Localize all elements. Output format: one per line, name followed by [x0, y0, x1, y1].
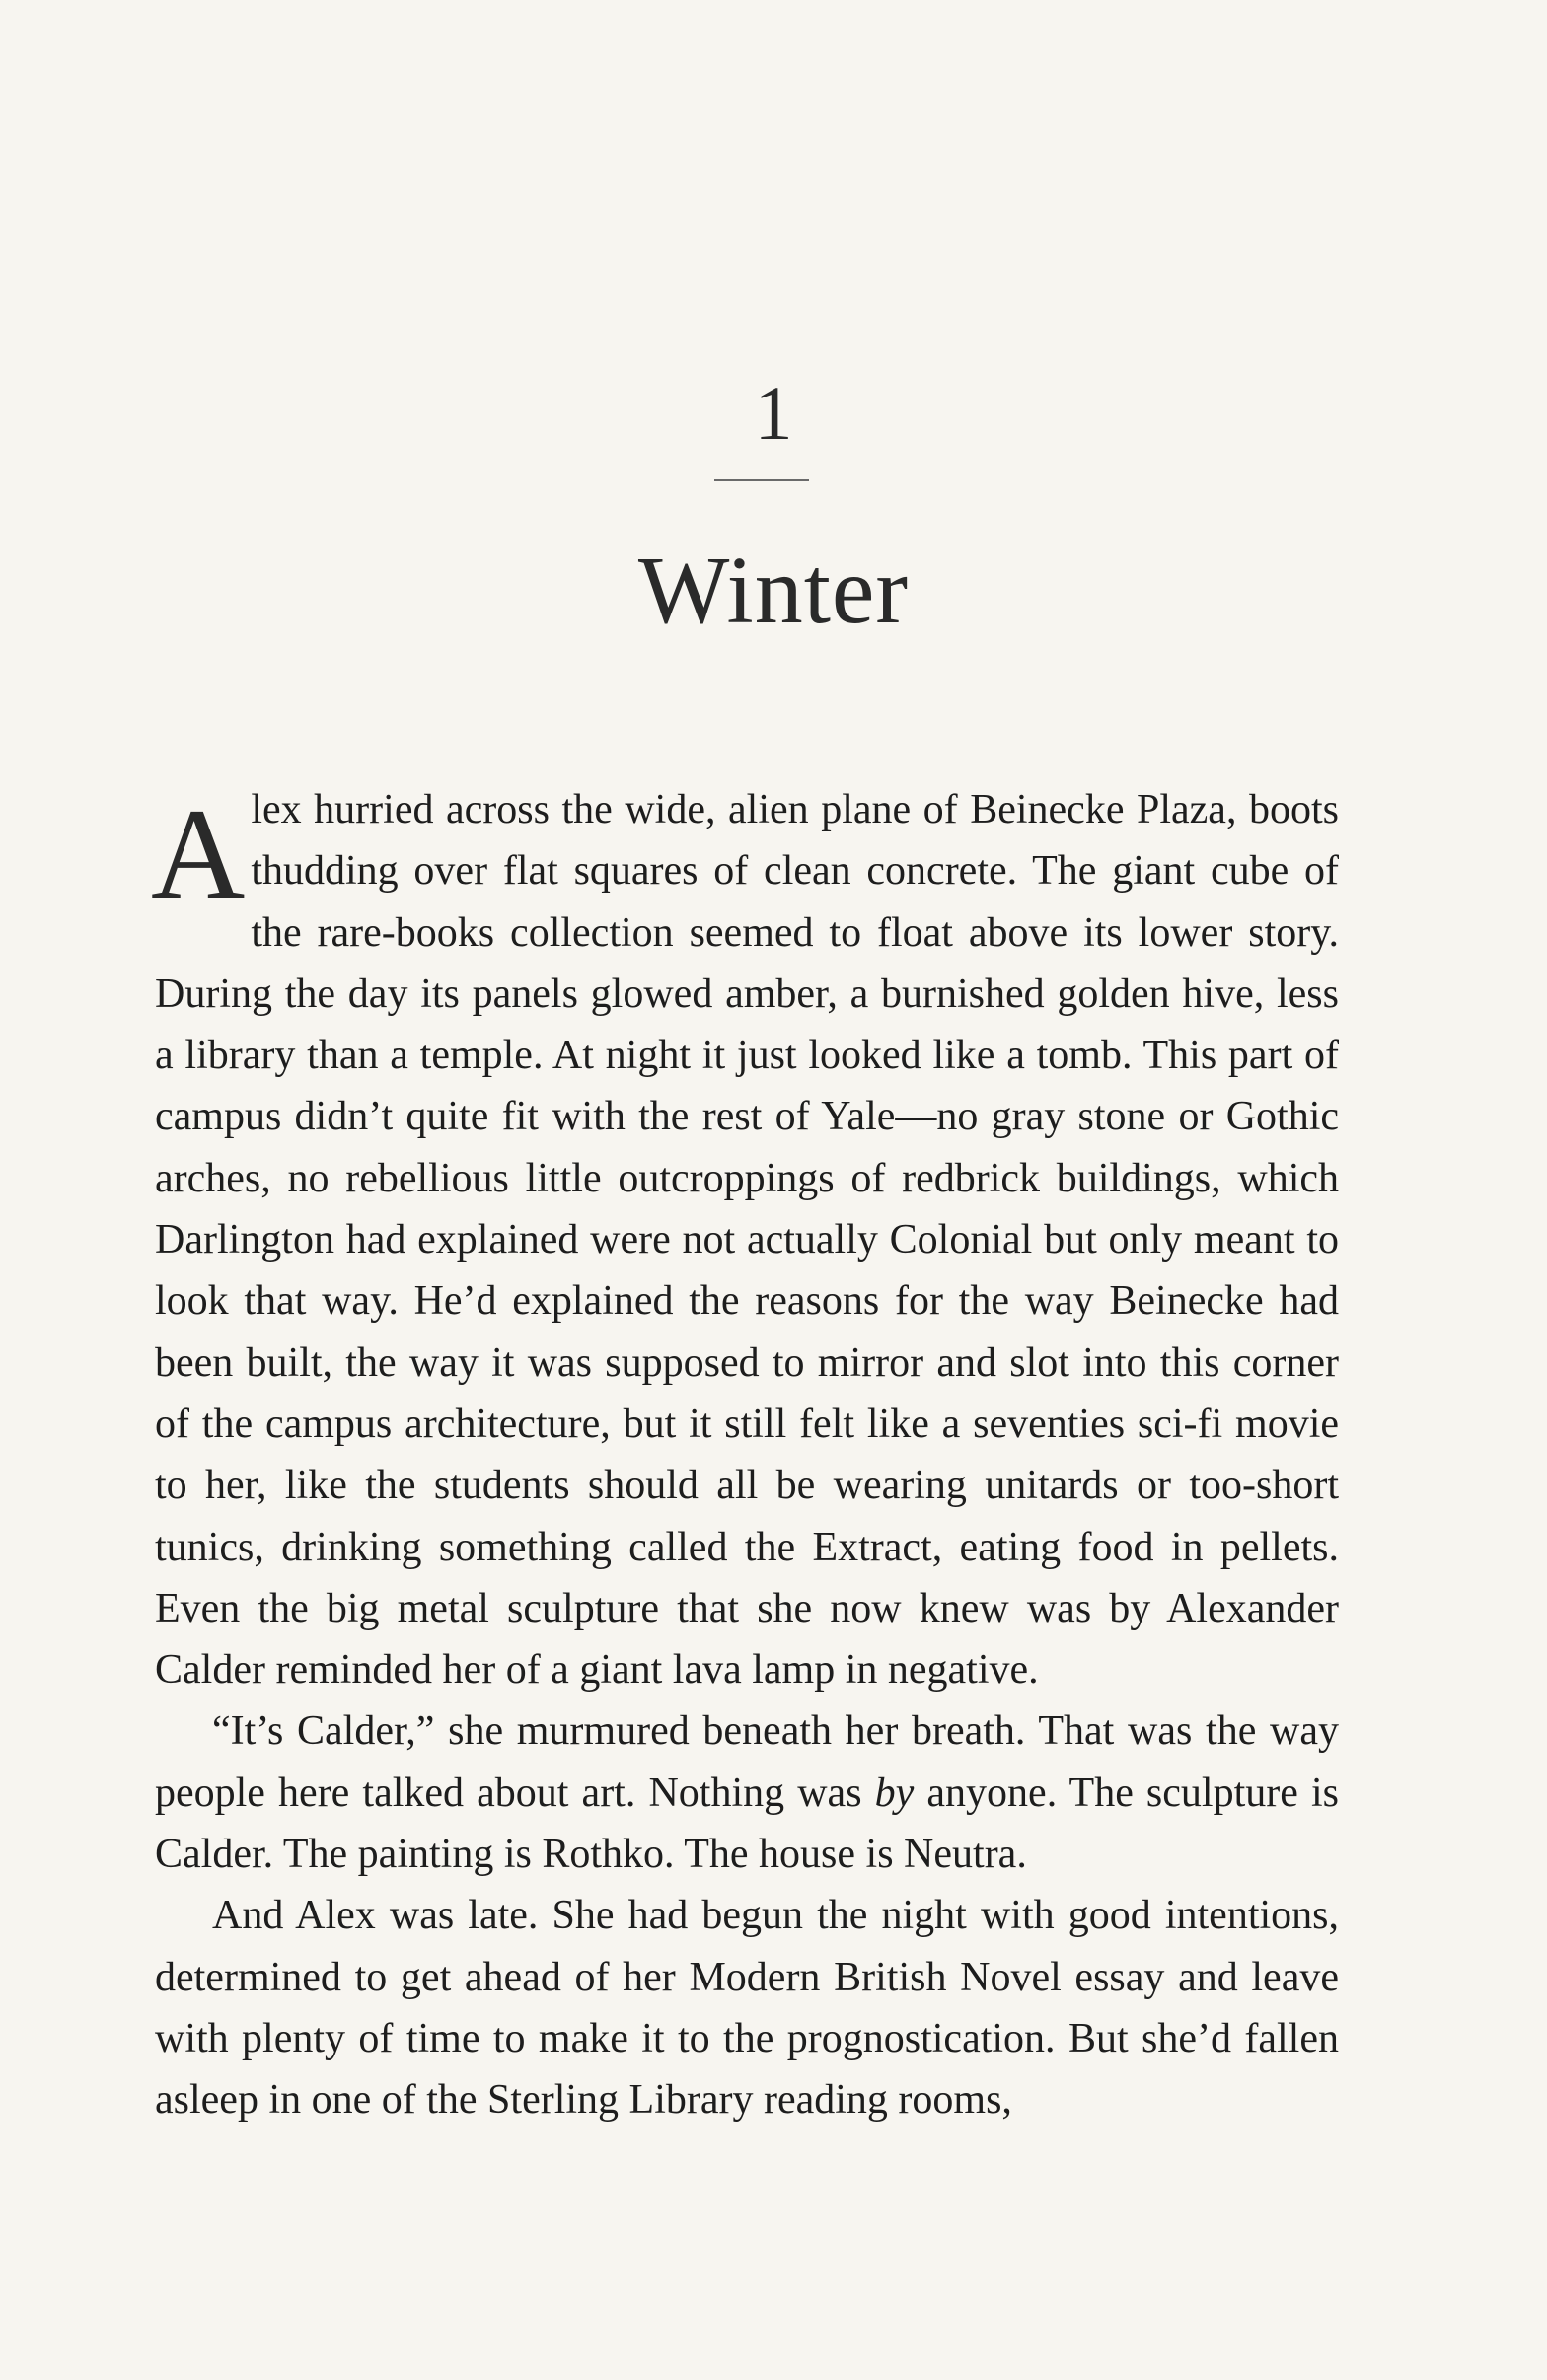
- paragraph-3: [155, 1885, 1339, 2130]
- paragraph-2-text-after: anyone. The sculpture is Calder. The painting is Rothko. The house is Neutra.: [155, 1769, 1340, 1878]
- paragraph-2-emphasis: by: [874, 1769, 915, 1816]
- chapter-divider: [714, 479, 809, 481]
- drop-cap: A: [151, 781, 246, 926]
- paragraph-1: [151, 779, 1339, 1700]
- paragraph-1-text: lex hurried across the wide, alien plane of Beinecke Plaza, boots thudding over flat squares of clean concrete. The giant cube of the rare-books collection seemed to float above its lower story. During the day its panels glowed amber, a burnished golden hive, less a library than a temple. At night it just looked like a tomb. This part of campus didn’t quite fit with the rest of Yale—no gray stone or Gothic arches, no rebellious little outcroppings of redbrick buildings, which Darlington had explained were not actually Colonial but only meant to look that way. He’d explained the reasons for the way Beinecke had been built, the way it was supposed to mirror and slot into this corner of the campus architecture, but it still felt like a seventies sci-fi movie to her, like the students should all be wearing unitards or too-short tunics, drinking something called the Extract, eating food in pellets. Even the big metal sculpture that she now knew was by Alexander Calder reminded her of a giant lava lamp in negative.: [155, 787, 1339, 1694]
- chapter-number: 1: [754, 370, 793, 456]
- chapter-body: [151, 779, 1340, 2131]
- paragraph-2-text-before: “It’s Calder,” she murmured beneath her breath. That was the way people here talked about art. Nothing was: [155, 1708, 1339, 1816]
- chapter-title: Winter: [637, 538, 910, 644]
- paragraph-2: [155, 1700, 1339, 1885]
- paragraph-3-text: And Alex was late. She had begun the night with good intentions, determined to get ahead of her Modern British Novel essay and leave with plenty of time to make it to the prognostication. But she’d fallen asleep in one of the Sterling Library reading rooms,: [155, 1893, 1339, 2124]
